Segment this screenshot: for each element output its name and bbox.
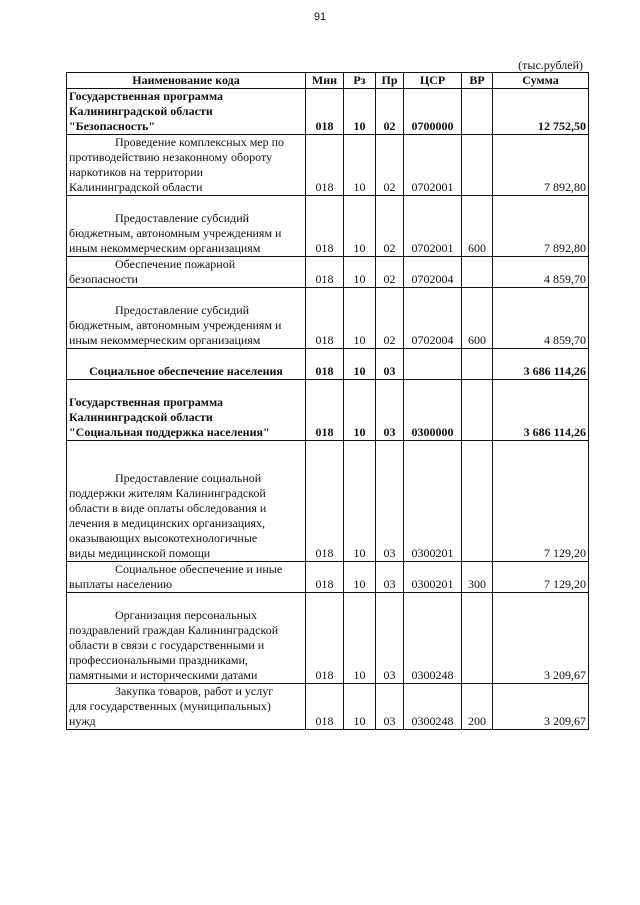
row-vr xyxy=(462,441,493,562)
header-sum: Сумма xyxy=(493,73,589,89)
row-vr: 600 xyxy=(462,288,493,349)
table-row xyxy=(67,684,589,730)
row-min: 018 xyxy=(306,89,344,135)
row-pr: 03 xyxy=(376,593,404,684)
row-vr xyxy=(462,257,493,288)
row-pr: 02 xyxy=(376,288,404,349)
row-name-line xyxy=(69,380,303,395)
page-number: 91 xyxy=(313,11,327,23)
row-name-line: бюджетным, автономным учреждениям и xyxy=(69,226,282,240)
row-csr: 0702001 xyxy=(404,196,462,257)
row-vr xyxy=(462,349,493,380)
row-pr: 02 xyxy=(376,89,404,135)
row-name xyxy=(67,89,306,135)
row-csr: 0702001 xyxy=(404,135,462,196)
row-sum: 4 859,70 xyxy=(493,288,589,349)
row-csr: 0300000 xyxy=(404,380,462,441)
table-header-row xyxy=(67,73,589,89)
row-name xyxy=(67,380,306,441)
table-row xyxy=(67,593,589,684)
row-name-line: Организация персональных xyxy=(115,608,258,622)
row-csr: 0300248 xyxy=(404,684,462,730)
row-name xyxy=(67,196,306,257)
row-csr: 0300201 xyxy=(404,441,462,562)
row-name-line: поддержки жителям Калининградской xyxy=(69,486,266,500)
row-rz: 10 xyxy=(344,257,376,288)
row-sum: 7 129,20 xyxy=(493,441,589,562)
row-name xyxy=(67,349,306,380)
row-name-line: бюджетным, автономным учреждениям и xyxy=(69,318,282,332)
row-name-line: нужд xyxy=(69,714,96,728)
row-name-line: Калининградской области xyxy=(69,180,203,194)
row-sum: 3 686 114,26 xyxy=(493,349,589,380)
row-min: 018 xyxy=(306,380,344,441)
table-row xyxy=(67,288,589,349)
row-name-line: Калининградской области xyxy=(69,104,213,118)
row-vr xyxy=(462,593,493,684)
row-name-line: памятными и историческими датами xyxy=(69,668,258,682)
table-row xyxy=(67,89,589,135)
row-name xyxy=(67,288,306,349)
row-pr: 03 xyxy=(376,441,404,562)
row-name xyxy=(67,684,306,730)
row-name-line: Калининградской области xyxy=(69,410,213,424)
row-name-line: "Безопасность" xyxy=(69,119,156,133)
row-sum: 3 209,67 xyxy=(493,593,589,684)
row-rz: 10 xyxy=(344,441,376,562)
row-rz: 10 xyxy=(344,684,376,730)
row-name-line: профессиональными праздниками, xyxy=(69,653,248,667)
row-min: 018 xyxy=(306,349,344,380)
row-vr: 200 xyxy=(462,684,493,730)
row-name-line: выплаты населению xyxy=(69,577,173,591)
row-csr: 0300248 xyxy=(404,593,462,684)
table-row xyxy=(67,135,589,196)
row-name-line xyxy=(69,593,303,608)
row-pr: 03 xyxy=(376,380,404,441)
row-sum: 3 209,67 xyxy=(493,684,589,730)
units-label: (тыс.рублей) xyxy=(518,58,583,72)
row-csr: 0702004 xyxy=(404,288,462,349)
row-name-line xyxy=(69,288,303,303)
row-rz: 10 xyxy=(344,135,376,196)
row-name-line: поздравлений граждан Калининградской xyxy=(69,623,279,637)
row-min: 018 xyxy=(306,684,344,730)
row-name xyxy=(67,257,306,288)
row-name-line: Закупка товаров, работ и услуг xyxy=(115,684,274,698)
row-name-line: Предоставление социальной xyxy=(115,471,262,485)
row-name-line: оказывающих высокотехнологичные xyxy=(69,531,258,545)
row-name-line: безопасности xyxy=(69,272,138,286)
row-vr: 300 xyxy=(462,562,493,593)
header-vr: ВР xyxy=(462,73,493,89)
row-min: 018 xyxy=(306,593,344,684)
row-name-line xyxy=(69,349,303,364)
header-csr: ЦСР xyxy=(404,73,462,89)
row-name-line: противодействию незаконному обороту xyxy=(69,150,273,164)
row-pr: 02 xyxy=(376,135,404,196)
row-sum: 7 892,80 xyxy=(493,196,589,257)
row-name-line: Проведение комплексных мер по xyxy=(115,135,285,149)
table-row xyxy=(67,257,589,288)
row-min: 018 xyxy=(306,257,344,288)
row-name-line: Предоставление субсидий xyxy=(115,303,250,317)
header-pr: Пр xyxy=(376,73,404,89)
row-name xyxy=(67,135,306,196)
row-rz: 10 xyxy=(344,380,376,441)
row-vr xyxy=(462,135,493,196)
row-vr xyxy=(462,89,493,135)
row-name-line: Социальное обеспечение и иные xyxy=(115,562,283,576)
row-csr: 0300201 xyxy=(404,562,462,593)
row-name-line: Государственная программа xyxy=(69,395,224,409)
row-rz: 10 xyxy=(344,562,376,593)
row-name-line xyxy=(69,196,303,211)
row-rz: 10 xyxy=(344,349,376,380)
table-row xyxy=(67,196,589,257)
row-name xyxy=(67,593,306,684)
row-rz: 10 xyxy=(344,89,376,135)
row-csr xyxy=(404,349,462,380)
table-body xyxy=(67,89,589,730)
row-pr: 02 xyxy=(376,257,404,288)
row-pr: 03 xyxy=(376,684,404,730)
row-rz: 10 xyxy=(344,288,376,349)
row-name-line: Предоставление субсидий xyxy=(115,211,250,225)
row-csr: 0702004 xyxy=(404,257,462,288)
table-row xyxy=(67,380,589,441)
table-row xyxy=(67,349,589,380)
row-name-line: наркотиков на территории xyxy=(69,165,204,179)
row-name-line: "Социальная поддержка населения" xyxy=(69,425,270,439)
row-sum: 4 859,70 xyxy=(493,257,589,288)
row-name-line xyxy=(69,456,303,471)
row-name-line xyxy=(69,441,303,456)
row-name-line: лечения в медицинских организациях, xyxy=(69,516,266,530)
table-row xyxy=(67,441,589,562)
row-name-line: иным некоммерческим организациям xyxy=(69,333,261,347)
row-pr: 03 xyxy=(376,562,404,593)
row-min: 018 xyxy=(306,562,344,593)
row-vr xyxy=(462,380,493,441)
table-row xyxy=(67,562,589,593)
row-name xyxy=(67,441,306,562)
row-name-line: для государственных (муниципальных) xyxy=(69,699,271,713)
header-rz: Рз xyxy=(344,73,376,89)
row-name-line: иным некоммерческим организациям xyxy=(69,241,261,255)
row-rz: 10 xyxy=(344,196,376,257)
row-sum: 3 686 114,26 xyxy=(493,380,589,441)
row-name-line: области в виде оплаты обследования и xyxy=(69,501,267,515)
row-name-line: Государственная программа xyxy=(69,89,224,103)
row-pr: 03 xyxy=(376,349,404,380)
row-name-line: Обеспечение пожарной xyxy=(115,257,236,271)
header-min: Мин xyxy=(306,73,344,89)
row-min: 018 xyxy=(306,135,344,196)
row-min: 018 xyxy=(306,441,344,562)
row-pr: 02 xyxy=(376,196,404,257)
row-rz: 10 xyxy=(344,593,376,684)
row-vr: 600 xyxy=(462,196,493,257)
row-min: 018 xyxy=(306,196,344,257)
row-name-line: области в связи с государственными и xyxy=(69,638,265,652)
row-sum: 7 129,20 xyxy=(493,562,589,593)
row-csr: 0700000 xyxy=(404,89,462,135)
header-name: Наименование кода xyxy=(67,73,306,89)
budget-table xyxy=(66,72,589,730)
row-sum: 7 892,80 xyxy=(493,135,589,196)
row-name-line: виды медицинской помощи xyxy=(69,546,211,560)
row-min: 018 xyxy=(306,288,344,349)
row-name xyxy=(67,562,306,593)
row-name-line: Социальное обеспечение населения xyxy=(89,364,283,378)
row-sum: 12 752,50 xyxy=(493,89,589,135)
